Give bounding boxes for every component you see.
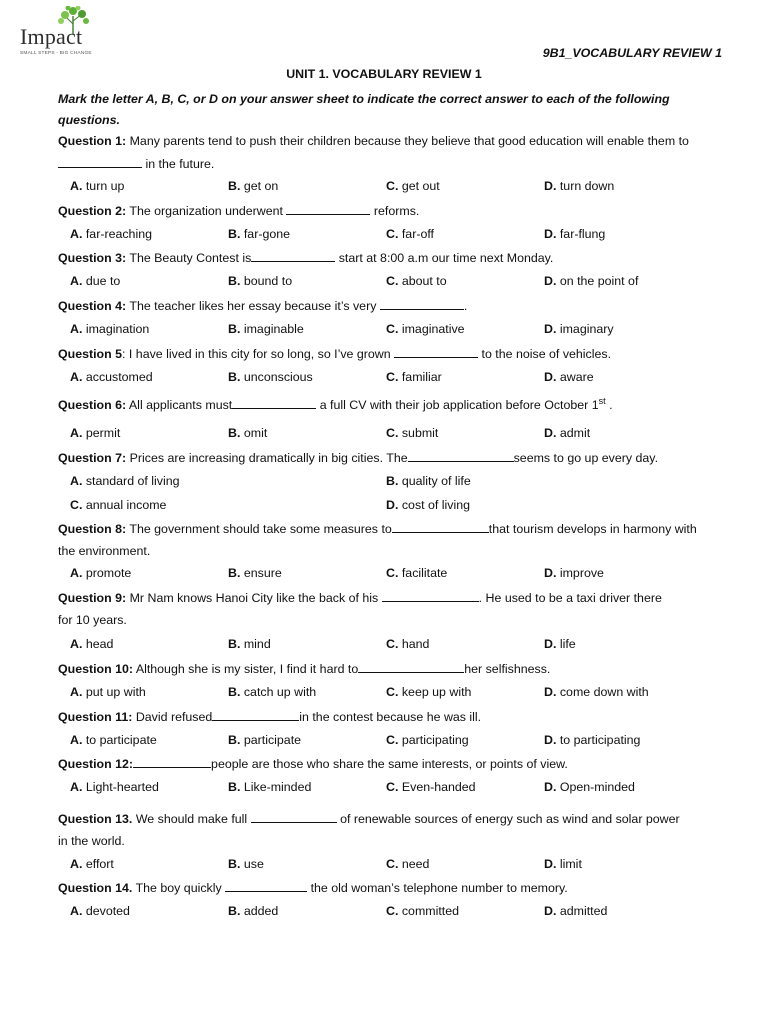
answer-blank[interactable] bbox=[133, 756, 211, 768]
option-c[interactable] bbox=[386, 857, 429, 871]
option-text: quality of life bbox=[401, 474, 471, 488]
option-text: mind bbox=[243, 637, 271, 651]
option-text: unconscious bbox=[243, 370, 313, 384]
option-text: imaginative bbox=[401, 322, 465, 336]
question-label: Question 7: bbox=[58, 451, 127, 465]
option-text: limit bbox=[559, 857, 582, 871]
question-label: Question 3: bbox=[58, 251, 127, 265]
option-text: added bbox=[243, 904, 279, 918]
option-text: keep up with bbox=[401, 685, 472, 699]
option-text: Even-handed bbox=[401, 780, 476, 794]
impact-logo bbox=[18, 6, 98, 58]
option-a[interactable] bbox=[70, 733, 157, 747]
question-text: We should make full bbox=[135, 812, 248, 826]
option-a[interactable] bbox=[70, 227, 152, 241]
option-d[interactable] bbox=[544, 685, 649, 699]
option-text: about to bbox=[401, 274, 447, 288]
question-label: Question 9: bbox=[58, 591, 127, 605]
option-text: get out bbox=[401, 179, 440, 193]
option-text: far-gone bbox=[243, 227, 291, 241]
question-13 bbox=[58, 811, 680, 826]
option-text: life bbox=[559, 637, 576, 651]
option-letter: C. bbox=[386, 685, 399, 699]
option-b[interactable] bbox=[228, 637, 271, 651]
option-letter: B. bbox=[228, 426, 241, 440]
option-a[interactable] bbox=[70, 426, 120, 440]
answer-blank[interactable] bbox=[251, 811, 337, 823]
question-text: to the noise of vehicles. bbox=[481, 347, 612, 361]
answer-blank[interactable] bbox=[382, 590, 479, 602]
option-text: facilitate bbox=[401, 566, 448, 580]
option-d[interactable] bbox=[544, 780, 635, 794]
option-letter: C. bbox=[386, 780, 399, 794]
option-letter: C. bbox=[386, 227, 399, 241]
option-text: get on bbox=[243, 179, 279, 193]
answer-blank[interactable] bbox=[225, 880, 307, 892]
option-a[interactable] bbox=[70, 370, 153, 384]
option-b[interactable] bbox=[228, 780, 311, 794]
option-letter: A. bbox=[70, 637, 83, 651]
option-a[interactable] bbox=[70, 904, 130, 918]
option-d[interactable] bbox=[544, 566, 604, 580]
option-letter: B. bbox=[228, 274, 241, 288]
option-letter: D. bbox=[544, 685, 557, 699]
option-letter: B. bbox=[228, 566, 241, 580]
option-text: need bbox=[401, 857, 430, 871]
answer-blank[interactable] bbox=[394, 346, 478, 358]
option-letter: C. bbox=[386, 733, 399, 747]
option-d[interactable] bbox=[544, 637, 576, 651]
option-text: accustomed bbox=[85, 370, 153, 384]
option-c[interactable] bbox=[386, 780, 476, 794]
option-a[interactable] bbox=[70, 322, 149, 336]
question-text: . bbox=[609, 398, 613, 413]
question-5 bbox=[58, 346, 611, 361]
option-letter: D. bbox=[544, 426, 557, 440]
option-text: to participating bbox=[559, 733, 641, 747]
question-text: that tourism develops in harmony with bbox=[488, 522, 697, 536]
question-text: All applicants must bbox=[128, 398, 233, 413]
option-letter: B. bbox=[228, 227, 241, 241]
question-label: Question 10: bbox=[58, 662, 134, 676]
option-b[interactable] bbox=[228, 857, 264, 871]
option-text: omit bbox=[243, 426, 268, 440]
option-d[interactable] bbox=[544, 179, 614, 193]
option-letter: C. bbox=[386, 426, 399, 440]
instructions: Mark the letter A, B, C, or D on your answer sheet to indicate the correct answer to each of the following questions. bbox=[58, 92, 670, 127]
question-label: Question 2: bbox=[58, 204, 127, 218]
option-letter: B. bbox=[228, 637, 241, 651]
option-b[interactable] bbox=[228, 179, 278, 193]
question-text: Mr Nam knows Hanoi City like the back of his bbox=[129, 591, 379, 605]
option-d[interactable] bbox=[544, 322, 614, 336]
question-6 bbox=[58, 396, 613, 412]
option-letter: A. bbox=[70, 274, 83, 288]
option-a[interactable] bbox=[70, 179, 124, 193]
question-4 bbox=[58, 298, 467, 313]
option-text: far-off bbox=[401, 227, 434, 241]
question-text: people are those who share the same interests, or points of view. bbox=[211, 757, 568, 771]
question-text: David refused bbox=[135, 710, 213, 724]
option-c[interactable] bbox=[386, 566, 447, 580]
option-d[interactable] bbox=[544, 274, 638, 288]
question-7 bbox=[58, 450, 658, 465]
option-letter: B. bbox=[228, 370, 241, 384]
option-c[interactable] bbox=[386, 322, 465, 336]
option-letter: A. bbox=[70, 426, 83, 440]
question-text: of renewable sources of energy such as wind and solar power bbox=[340, 812, 680, 826]
option-c[interactable] bbox=[386, 370, 442, 384]
option-letter: D. bbox=[544, 227, 557, 241]
question-text: her selfishness. bbox=[464, 662, 551, 676]
option-letter: A. bbox=[70, 322, 83, 336]
question-text: the old woman’s telephone number to memory. bbox=[310, 881, 568, 895]
question-label: Question 8: bbox=[58, 522, 127, 536]
question-text: Many parents tend to push their children because they believe that good education will enable them to bbox=[129, 134, 689, 148]
option-c[interactable] bbox=[386, 637, 429, 651]
question-label: Question 13. bbox=[58, 812, 133, 826]
logo-slogan: SMALL STEPS - BIG CHANGE bbox=[20, 51, 92, 56]
option-b[interactable] bbox=[228, 370, 313, 384]
option-b[interactable] bbox=[228, 904, 278, 918]
option-b[interactable] bbox=[228, 426, 267, 440]
option-letter: A. bbox=[70, 685, 83, 699]
answer-blank[interactable] bbox=[286, 203, 370, 215]
option-text: familiar bbox=[401, 370, 442, 384]
option-d[interactable] bbox=[544, 733, 640, 747]
answer-blank[interactable] bbox=[408, 450, 514, 462]
option-a[interactable] bbox=[70, 566, 131, 580]
option-letter: A. bbox=[70, 370, 83, 384]
option-text: on the point of bbox=[559, 274, 639, 288]
option-text: submit bbox=[401, 426, 439, 440]
option-c[interactable] bbox=[386, 227, 434, 241]
question-10 bbox=[58, 661, 550, 676]
answer-blank[interactable] bbox=[380, 298, 464, 310]
option-letter: D. bbox=[544, 370, 557, 384]
option-text: Light-hearted bbox=[85, 780, 159, 794]
question-9-cont: for 10 years. bbox=[58, 613, 127, 627]
question-text: Although she is my sister, I find it hard to bbox=[135, 662, 359, 676]
question-label: Question 12: bbox=[58, 757, 134, 771]
option-letter: A. bbox=[70, 179, 83, 193]
option-letter: D. bbox=[544, 733, 557, 747]
question-1-cont bbox=[58, 156, 214, 171]
option-text: imaginary bbox=[559, 322, 614, 336]
document-code: 9B1_VOCABULARY REVIEW 1 bbox=[542, 46, 722, 60]
option-letter: D. bbox=[544, 179, 557, 193]
option-a[interactable] bbox=[70, 274, 120, 288]
option-text: turn up bbox=[85, 179, 125, 193]
option-letter: B. bbox=[228, 685, 241, 699]
option-b[interactable] bbox=[228, 566, 282, 580]
option-letter: A. bbox=[70, 857, 83, 871]
option-d[interactable] bbox=[544, 370, 594, 384]
option-letter: C. bbox=[386, 179, 399, 193]
question-text: : I have lived in this city for so long, so I’ve grown bbox=[122, 347, 391, 361]
option-text: come down with bbox=[559, 685, 649, 699]
option-b[interactable] bbox=[228, 685, 316, 699]
option-text: ensure bbox=[243, 566, 282, 580]
question-8 bbox=[58, 521, 697, 536]
option-text: due to bbox=[85, 274, 121, 288]
option-a[interactable] bbox=[70, 637, 113, 651]
option-text: improve bbox=[559, 566, 604, 580]
option-letter: A. bbox=[70, 904, 83, 918]
option-text: bound to bbox=[243, 274, 293, 288]
question-text: The Beauty Contest is bbox=[129, 251, 252, 265]
question-text: . He used to be a taxi driver there bbox=[478, 591, 662, 605]
option-letter: C. bbox=[386, 322, 399, 336]
option-letter: D. bbox=[544, 566, 557, 580]
option-c[interactable] bbox=[386, 426, 438, 440]
option-letter: A. bbox=[70, 733, 83, 747]
question-9 bbox=[58, 590, 662, 605]
option-text: head bbox=[85, 637, 114, 651]
option-b[interactable] bbox=[228, 274, 292, 288]
question-label: Question 1: bbox=[58, 134, 127, 148]
page-title: UNIT 1. VOCABULARY REVIEW 1 bbox=[286, 67, 482, 81]
question-label: Question 11: bbox=[58, 710, 133, 724]
logo-wordmark: Impact bbox=[20, 24, 83, 49]
option-text: Open-minded bbox=[559, 780, 635, 794]
option-text: to participate bbox=[85, 733, 157, 747]
option-b[interactable] bbox=[386, 474, 471, 488]
superscript: st bbox=[598, 396, 606, 406]
option-letter: A. bbox=[70, 227, 83, 241]
option-text: use bbox=[243, 857, 264, 871]
option-c[interactable] bbox=[386, 733, 469, 747]
option-text: admitted bbox=[559, 904, 608, 918]
option-letter: D. bbox=[544, 780, 557, 794]
question-text: The organization underwent bbox=[129, 204, 283, 218]
option-text: devoted bbox=[85, 904, 130, 918]
question-label: Question 14. bbox=[58, 881, 133, 895]
option-letter: B. bbox=[228, 857, 241, 871]
option-letter: C. bbox=[386, 904, 399, 918]
option-d[interactable] bbox=[544, 227, 605, 241]
option-letter: B. bbox=[228, 179, 241, 193]
option-c[interactable] bbox=[386, 904, 459, 918]
option-text: imagination bbox=[85, 322, 150, 336]
question-8-cont: the environment. bbox=[58, 544, 151, 558]
option-letter: A. bbox=[70, 566, 83, 580]
question-13-cont: in the world. bbox=[58, 834, 125, 848]
option-text: catch up with bbox=[243, 685, 317, 699]
option-d[interactable] bbox=[544, 904, 607, 918]
option-c[interactable] bbox=[386, 274, 447, 288]
option-b[interactable] bbox=[228, 733, 301, 747]
option-letter: C. bbox=[386, 274, 399, 288]
option-d[interactable] bbox=[544, 426, 590, 440]
option-b[interactable] bbox=[228, 227, 290, 241]
option-d[interactable] bbox=[386, 498, 470, 512]
question-label: Question 6: bbox=[58, 398, 127, 413]
option-letter: D. bbox=[544, 857, 557, 871]
option-text: promote bbox=[85, 566, 132, 580]
question-label: Question 4: bbox=[58, 299, 127, 313]
option-letter: D. bbox=[544, 904, 557, 918]
option-letter: D. bbox=[544, 322, 557, 336]
question-text: reforms. bbox=[373, 204, 420, 218]
option-text: cost of living bbox=[401, 498, 471, 512]
question-text: The boy quickly bbox=[135, 881, 222, 895]
question-text: seems to go up every day. bbox=[513, 451, 659, 465]
option-text: participating bbox=[401, 733, 469, 747]
option-c[interactable] bbox=[70, 498, 166, 512]
option-letter: D. bbox=[544, 274, 557, 288]
option-text: turn down bbox=[559, 179, 615, 193]
answer-blank[interactable] bbox=[58, 156, 142, 168]
answer-blank[interactable] bbox=[251, 250, 335, 262]
option-letter: B. bbox=[228, 322, 241, 336]
question-text: in the future. bbox=[145, 157, 215, 171]
option-a[interactable] bbox=[70, 857, 114, 871]
option-text: permit bbox=[85, 426, 121, 440]
option-letter: C. bbox=[70, 498, 83, 512]
question-14 bbox=[58, 880, 568, 895]
answer-blank[interactable] bbox=[232, 397, 316, 409]
option-a[interactable] bbox=[70, 474, 180, 488]
option-text: far-reaching bbox=[85, 227, 152, 241]
question-3 bbox=[58, 250, 553, 265]
option-letter: C. bbox=[386, 857, 399, 871]
option-text: participate bbox=[243, 733, 302, 747]
option-letter: A. bbox=[70, 780, 83, 794]
option-text: imaginable bbox=[243, 322, 304, 336]
option-b[interactable] bbox=[228, 322, 304, 336]
question-text: start at 8:00 a.m our time next Monday. bbox=[338, 251, 554, 265]
option-text: committed bbox=[401, 904, 460, 918]
question-text: in the contest because he was ill. bbox=[299, 710, 482, 724]
option-text: aware bbox=[559, 370, 594, 384]
question-text: Prices are increasing dramatically in big cities. The bbox=[129, 451, 408, 465]
question-text: . bbox=[463, 299, 468, 313]
question-text: The teacher likes her essay because it’s very bbox=[129, 299, 377, 313]
answer-blank[interactable] bbox=[392, 521, 489, 533]
question-label: Question 5 bbox=[58, 347, 123, 361]
option-letter: D. bbox=[386, 498, 399, 512]
option-text: put up with bbox=[85, 685, 146, 699]
option-text: standard of living bbox=[85, 474, 180, 488]
question-11 bbox=[58, 709, 481, 724]
option-text: effort bbox=[85, 857, 114, 871]
option-letter: C. bbox=[386, 637, 399, 651]
option-letter: B. bbox=[228, 733, 241, 747]
answer-blank[interactable] bbox=[212, 709, 299, 721]
option-text: admit bbox=[559, 426, 591, 440]
option-text: far-flung bbox=[559, 227, 606, 241]
question-2 bbox=[58, 203, 419, 218]
option-letter: A. bbox=[70, 474, 83, 488]
option-c[interactable] bbox=[386, 685, 471, 699]
option-letter: C. bbox=[386, 370, 399, 384]
option-letter: C. bbox=[386, 566, 399, 580]
question-12 bbox=[58, 756, 568, 771]
option-letter: B. bbox=[386, 474, 399, 488]
option-d[interactable] bbox=[544, 857, 582, 871]
option-letter: B. bbox=[228, 780, 241, 794]
option-text: Like-minded bbox=[243, 780, 312, 794]
option-text: annual income bbox=[85, 498, 167, 512]
question-1 bbox=[58, 134, 689, 148]
option-letter: D. bbox=[544, 637, 557, 651]
option-text: hand bbox=[401, 637, 430, 651]
question-text: The government should take some measures to bbox=[129, 522, 392, 536]
question-text: a full CV with their job application before October 1 bbox=[319, 398, 599, 413]
option-c[interactable] bbox=[386, 179, 440, 193]
option-letter: B. bbox=[228, 904, 241, 918]
option-a[interactable] bbox=[70, 780, 159, 794]
option-a[interactable] bbox=[70, 685, 146, 699]
answer-blank[interactable] bbox=[358, 661, 464, 673]
